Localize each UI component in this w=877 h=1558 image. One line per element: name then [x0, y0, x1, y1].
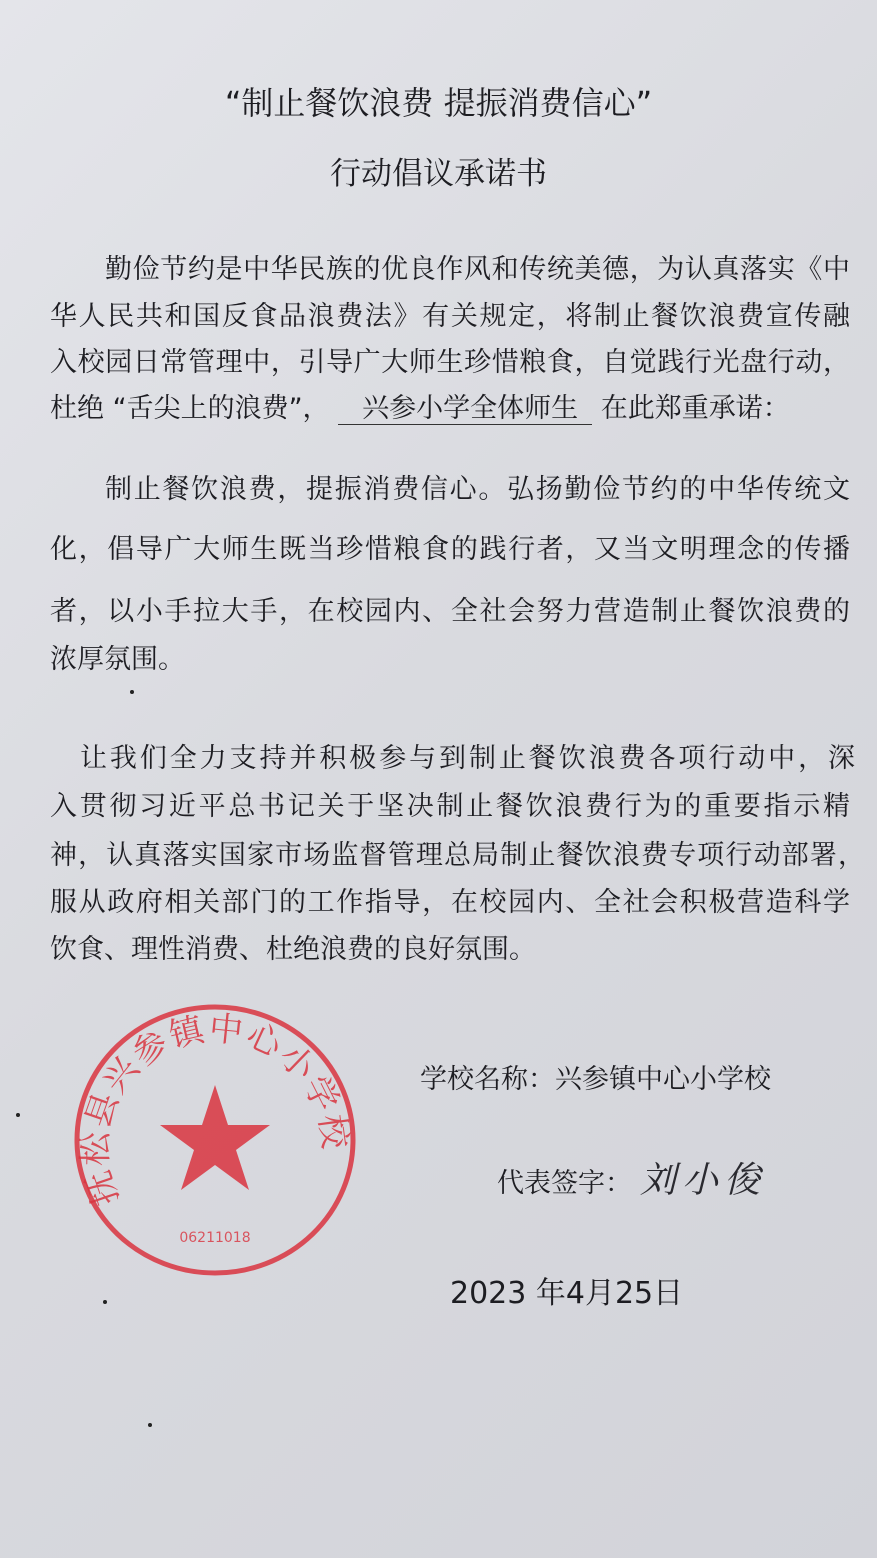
- school-label: 学校名称：: [420, 1064, 555, 1095]
- stamp-number: 06211018: [179, 1230, 251, 1246]
- text-line: 神，认真落实国家市场监督管理总局制止餐饮浪费专项行动部署，: [50, 840, 865, 871]
- school-name-row: [420, 1057, 771, 1096]
- signature-row: [497, 1152, 766, 1203]
- text-line: 入贯彻习近平总书记关于坚决制止餐饮浪费行为的重要指示精: [50, 791, 850, 822]
- speck: [16, 1113, 20, 1117]
- text-line: 入校园日常管理中，引导广大师生珍惜粮食，自觉践行光盘行动，: [50, 347, 850, 378]
- school-name: 兴参镇中心小学校: [555, 1064, 771, 1095]
- signature-label: 代表签字：: [497, 1168, 632, 1199]
- text-line: [50, 392, 790, 426]
- text-line: 者，以小手拉大手，在校园内、全社会努力营造制止餐饮浪费的: [50, 596, 850, 627]
- text-segment: 杜绝 “舌尖上的浪费”，: [50, 393, 330, 424]
- stamp-text: 抚松县兴参镇中心小学校: [75, 1008, 356, 1211]
- text-line: 华人民共和国反食品浪费法》有关规定，将制止餐饮浪费宣传融: [50, 301, 850, 332]
- text-line: 浓厚氛围。: [50, 644, 185, 675]
- text-segment: 在此郑重承诺：: [600, 393, 790, 424]
- text-line: 化，倡导广大师生既当珍惜粮食的践行者，又当文明理念的传播: [50, 534, 850, 565]
- speck: [103, 1300, 107, 1304]
- text-line: 勤俭节约是中华民族的优良作风和传统美德，为认真落实《中: [105, 254, 850, 285]
- speck: [148, 1423, 152, 1427]
- star-icon: [160, 1085, 270, 1190]
- speck: [130, 690, 134, 694]
- title-line-2: 行动倡议承诺书: [330, 156, 547, 192]
- text-line: 饮食、理性消费、杜绝浪费的良好氛围。: [50, 934, 536, 965]
- filled-blank: 兴参小学全体师生: [338, 393, 592, 425]
- text-line: 让我们全力支持并积极参与到制止餐饮浪费各项行动中，深: [80, 743, 855, 774]
- title-line-1: “制止餐饮浪费 提振消费信心”: [224, 84, 653, 122]
- date: 2023 年4月25日: [450, 1276, 684, 1311]
- handwritten-signature: 刘小俊: [640, 1160, 767, 1201]
- text-line: 服从政府相关部门的工作指导，在校园内、全社会积极营造科学: [50, 887, 850, 918]
- official-seal-stamp: [70, 1000, 360, 1280]
- text-line: 制止餐饮浪费，提振消费信心。弘扬勤俭节约的中华传统文: [105, 474, 850, 505]
